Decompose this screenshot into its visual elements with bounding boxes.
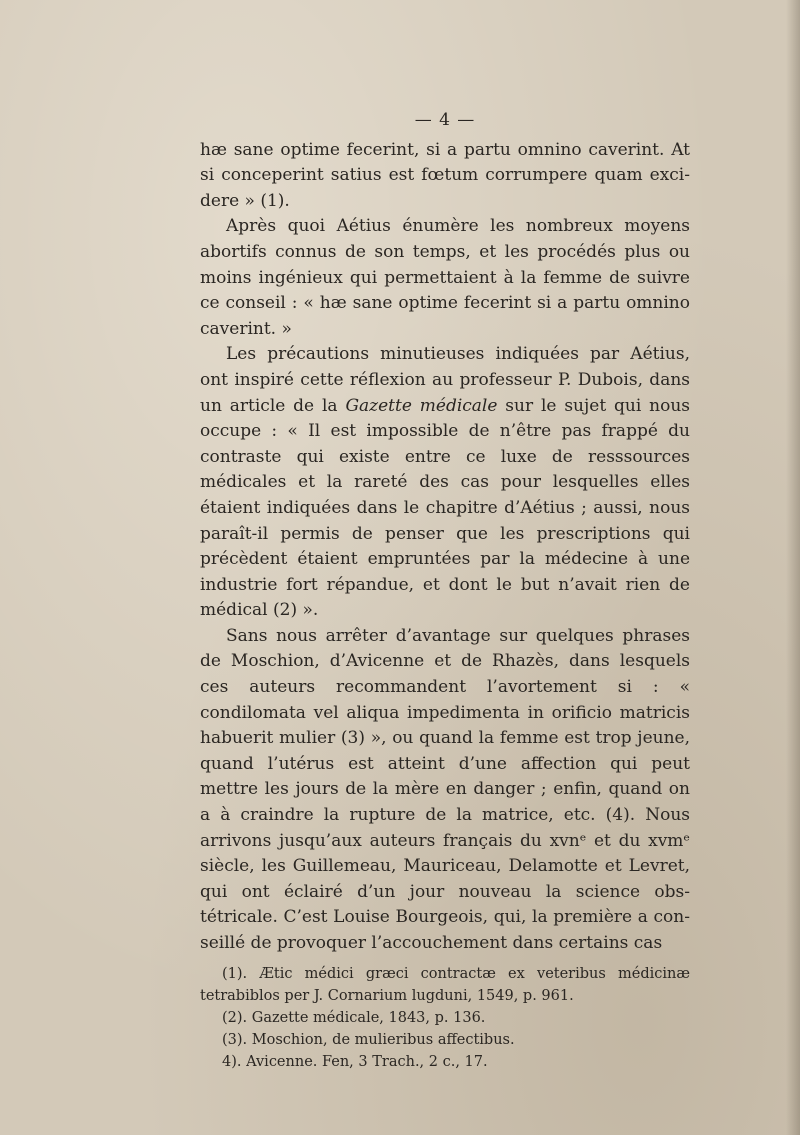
- footnote-3: (3). Moschion, de mulieribus affectibus.: [222, 1031, 515, 1048]
- footnotes: [200, 963, 690, 1073]
- paragraph-1: hæ sane optime fecerint, si a partu omnino caverint. At si conceperint satius est fœtum corrumpere quam excidere » (1).: [200, 139, 690, 211]
- page-number: — 4 —: [414, 110, 476, 130]
- paragraph-3-text-b: sur le sujet qui nous occupe : « Il est impossible de n’être pas frappé du contraste qui existe entre ce luxe de resssources médicales et la rareté des cas pour lesquelles elles étaient indiquées dans le chapitre d’Aétius ; aussi, nous paraît-il permis de penser que les prescriptions qui précèdent étaient empruntées par la médecine à une industrie fort répandue, et dont le but n’avait rien de médical (2) ».: [200, 395, 691, 621]
- footnote-1: (1). Ætic médici græci contractæ ex veteribus médicinæ tetrabiblos per J. Cornarium lugduni, 1549, p. 961.: [200, 965, 690, 1004]
- journal-title: Gazette médicale: [345, 395, 498, 416]
- paragraph-2: Après quoi Aétius énumère les nombreux moyens abortifs connus de son temps, et les procédés plus ou moins ingénieux qui permettaient à la femme de suivre ce conseil : « hæ sane optime fecerint si a partu omnino caverint. »: [200, 216, 690, 339]
- footnote-4: 4). Avicenne. Fen, 3 Trach., 2 c., 17.: [222, 1053, 488, 1070]
- paragraph-3-text-a: Les précautions minutieuses indiquées par Aétius, ont inspiré cette réflexion au professeur P. Dubois, dans un article de la: [200, 344, 690, 416]
- paragraph-4: Sans nous arrêter d’avantage sur quelques phrases de Moschion, d’Avicenne et de Rhazès, dans lesquels ces auteurs recommandent l’avortement si : « condilomata vel aliqua impedimenta in orificio matricis habuerit mulier (3) », ou quand la femme est trop jeune, quand l’utérus est atteint d’une affection qui peut mettre les jours de la mère en danger ; enfin, quand on a à craindre la rupture de la matrice, etc. (4). Nous arrivons jusqu’aux auteurs français du xvnᵉ et du xvmᵉ siècle, les Guillemeau, Mauriceau, Delamotte et Levret, qui ont éclairé d’un jour nouveau la science obstétricale. C’est Louise Bourgeois, qui, la première a conseillé de provoquer l’accouchement dans certains cas: [200, 625, 690, 953]
- page-edge-shadow: [786, 0, 800, 1135]
- footnote-2: (2). Gazette médicale, 1843, p. 136.: [222, 1009, 486, 1026]
- text-column: [200, 108, 690, 1073]
- paragraph-3: [200, 342, 690, 624]
